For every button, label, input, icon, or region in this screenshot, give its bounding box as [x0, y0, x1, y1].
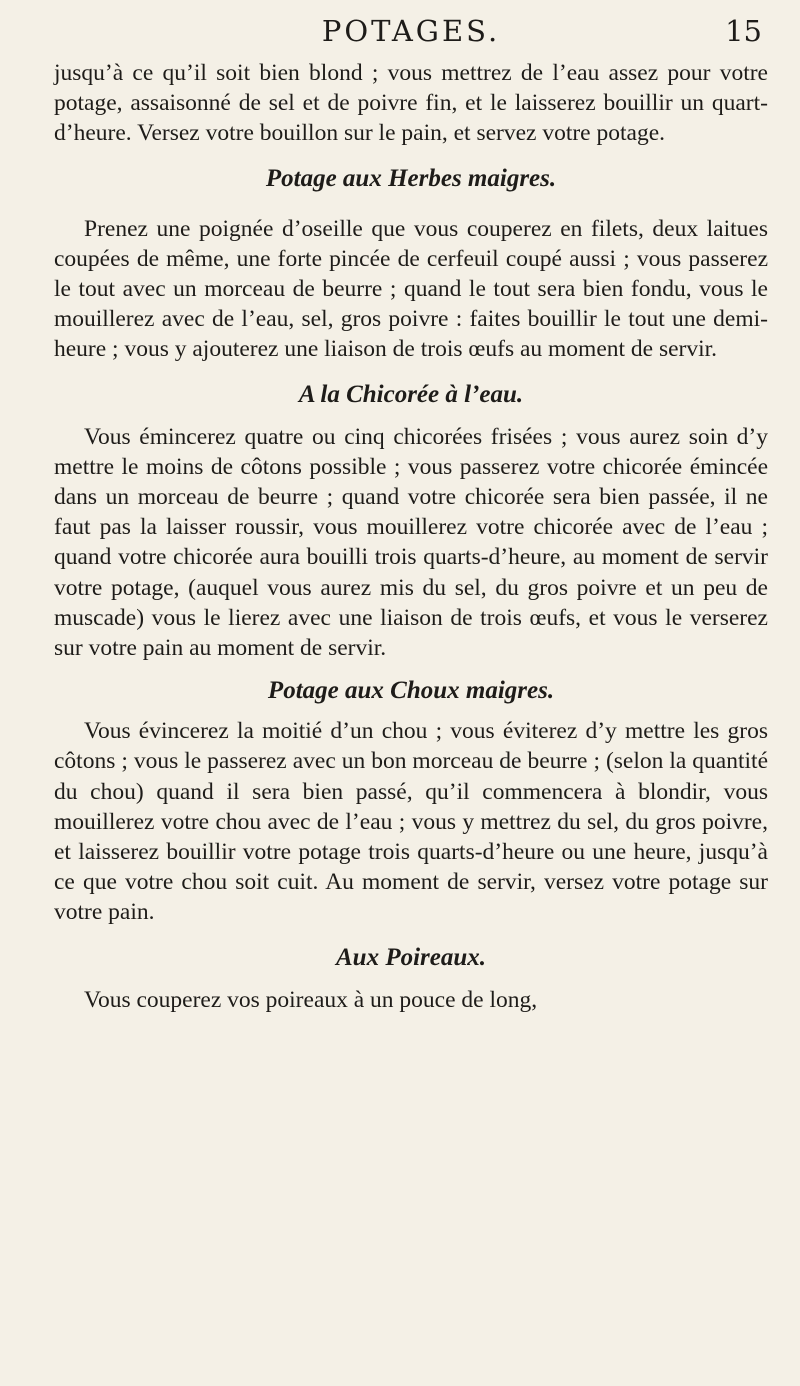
section-heading-herbes-maigres: Potage aux Herbes maigres. — [265, 164, 557, 192]
page-number: 15 — [725, 14, 762, 48]
section-heading-choux-maigres: Potage aux Choux maigres. — [267, 677, 555, 705]
section-text-herbes-maigres: Prenez une poignée d’oseille que vous couperez en filets, deux laitues coupées de même, une forte pincée de cerfeuil coupé aussi ; vous passerez le tout avec un morceau de beurre ; quand le tout sera bien fondu, vous le mouillerez avec de l’eau, sel, gros poivre : faites bouillir le tout une demi-heure ; vous y ajouterez une liaison de trois œufs au moment de servir. — [54, 215, 768, 363]
section-heading-chicoree: A la Chicorée à l’eau. — [298, 380, 524, 408]
section-text-choux-maigres: Vous évincerez la moitié d’un chou ; vous éviterez d’y mettre les gros côtons ; vous le passerez avec un bon morceau de beurre ; (selon la quantité du chou) quand il sera bien passé, qu’il commencera à blondir, vous mouillerez votre chou avec de l’eau ; vous y mettrez du sel, du gros poivre, et laisserez bouillir votre potage trois quarts-d’heure ou une heure, jusqu’à ce que votre chou soit cuit. Au moment de servir, versez votre potage sur votre pain. — [54, 718, 768, 926]
running-header — [54, 0, 768, 58]
section-text-chicoree: Vous émincerez quatre ou cinq chicorées frisées ; vous aurez soin d’y mettre le moins de côtons possible ; vous passerez votre chicorée émincée dans un morceau de beurre ; quand votre chicorée sera bien passée, il ne faut pas la laisser roussir, vous mouillerez votre chicorée avec de l’eau ; quand votre chicorée aura bouilli trois quarts-d’heure, au moment de servir votre potage, (auquel vous aurez mis du sel, du gros poivre et un peu de muscade) vous le lierez avec une liaison de trois œufs, et vous le verserez sur votre pain au moment de servir. — [54, 423, 768, 662]
continuation-paragraph: jusqu’à ce qu’il soit bien blond ; vous mettrez de l’eau assez pour votre potage, assaisonné de sel et de poivre fin, et le laisserez bouillir un quart-d’heure. Versez votre bouillon sur le pain, et servez votre potage. — [54, 60, 768, 147]
section-text-poireaux: Vous couperez vos poireaux à un pouce de long, — [84, 986, 538, 1013]
running-title: POTAGES. — [321, 14, 501, 48]
section-heading-poireaux: Aux Poireaux. — [335, 943, 487, 971]
